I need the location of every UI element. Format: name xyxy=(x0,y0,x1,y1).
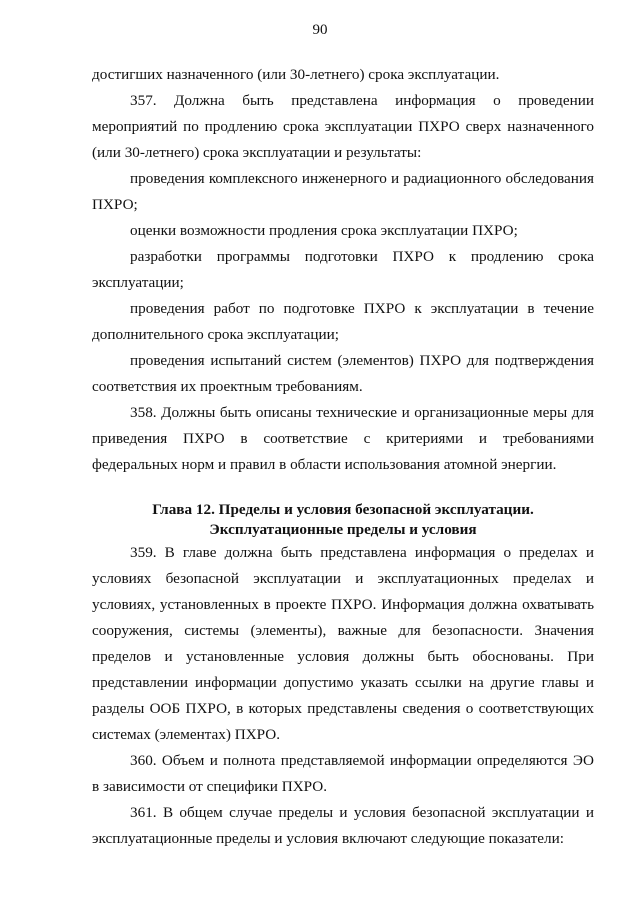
chapter-heading-line-2: Эксплуатационные пределы и условия xyxy=(209,521,477,538)
paragraph-360: 360. Объем и полнота представляемой информации определяются ЭО в зависимости от специфики ПХРО. xyxy=(92,752,594,795)
list-item-inspection: проведения комплексного инженерного и радиационного обследования ПХРО; xyxy=(92,170,594,213)
page-number: 90 xyxy=(312,22,328,38)
paragraph-361: 361. В общем случае пределы и условия безопасной эксплуатации и эксплуатационные пределы и условия включают следующие показатели: xyxy=(92,804,594,847)
paragraph-357: 357. Должна быть представлена информация о проведении мероприятий по продлению срока эксплуатации ПХРО сверх назначенного (или 30-летнего) срока эксплуатации и результаты: xyxy=(92,92,594,161)
list-item-preparation: проведения работ по подготовке ПХРО к эксплуатации в течение дополнительного срока эксплуатации; xyxy=(92,300,594,343)
paragraph-continuation: достигших назначенного (или 30-летнего) срока эксплуатации. xyxy=(92,66,500,83)
list-item-assessment: оценки возможности продления срока эксплуатации ПХРО; xyxy=(130,222,518,239)
paragraph-359: 359. В главе должна быть представлена информация о пределах и условиях безопасной эксплуатации и эксплуатационных пределах и условиях, установленных в проекте ПХРО. Информация должна охватывать сооружения, системы (элементы), важные для безопасности. Значения пределов и установленные условия должны быть обоснованы. При представлении информации допустимо указать ссылки на другие главы и разделы ООБ ПХРО, в которых представлены сведения о соответствующих системах (элементах) ПХРО. xyxy=(92,544,594,743)
list-item-program: разработки программы подготовки ПХРО к продлению срока эксплуатации; xyxy=(92,248,594,291)
paragraph-358: 358. Должны быть описаны технические и организационные меры для приведения ПХРО в соответствие с критериями и требованиями федеральных норм и правил в области использования атомной энергии. xyxy=(92,404,594,473)
document-body xyxy=(92,62,594,852)
chapter-heading xyxy=(92,500,594,540)
chapter-heading-line-1: Глава 12. Пределы и условия безопасной эксплуатации. xyxy=(152,501,534,518)
list-item-testing: проведения испытаний систем (элементов) ПХРО для подтверждения соответствия их проектным требованиям. xyxy=(92,352,594,395)
